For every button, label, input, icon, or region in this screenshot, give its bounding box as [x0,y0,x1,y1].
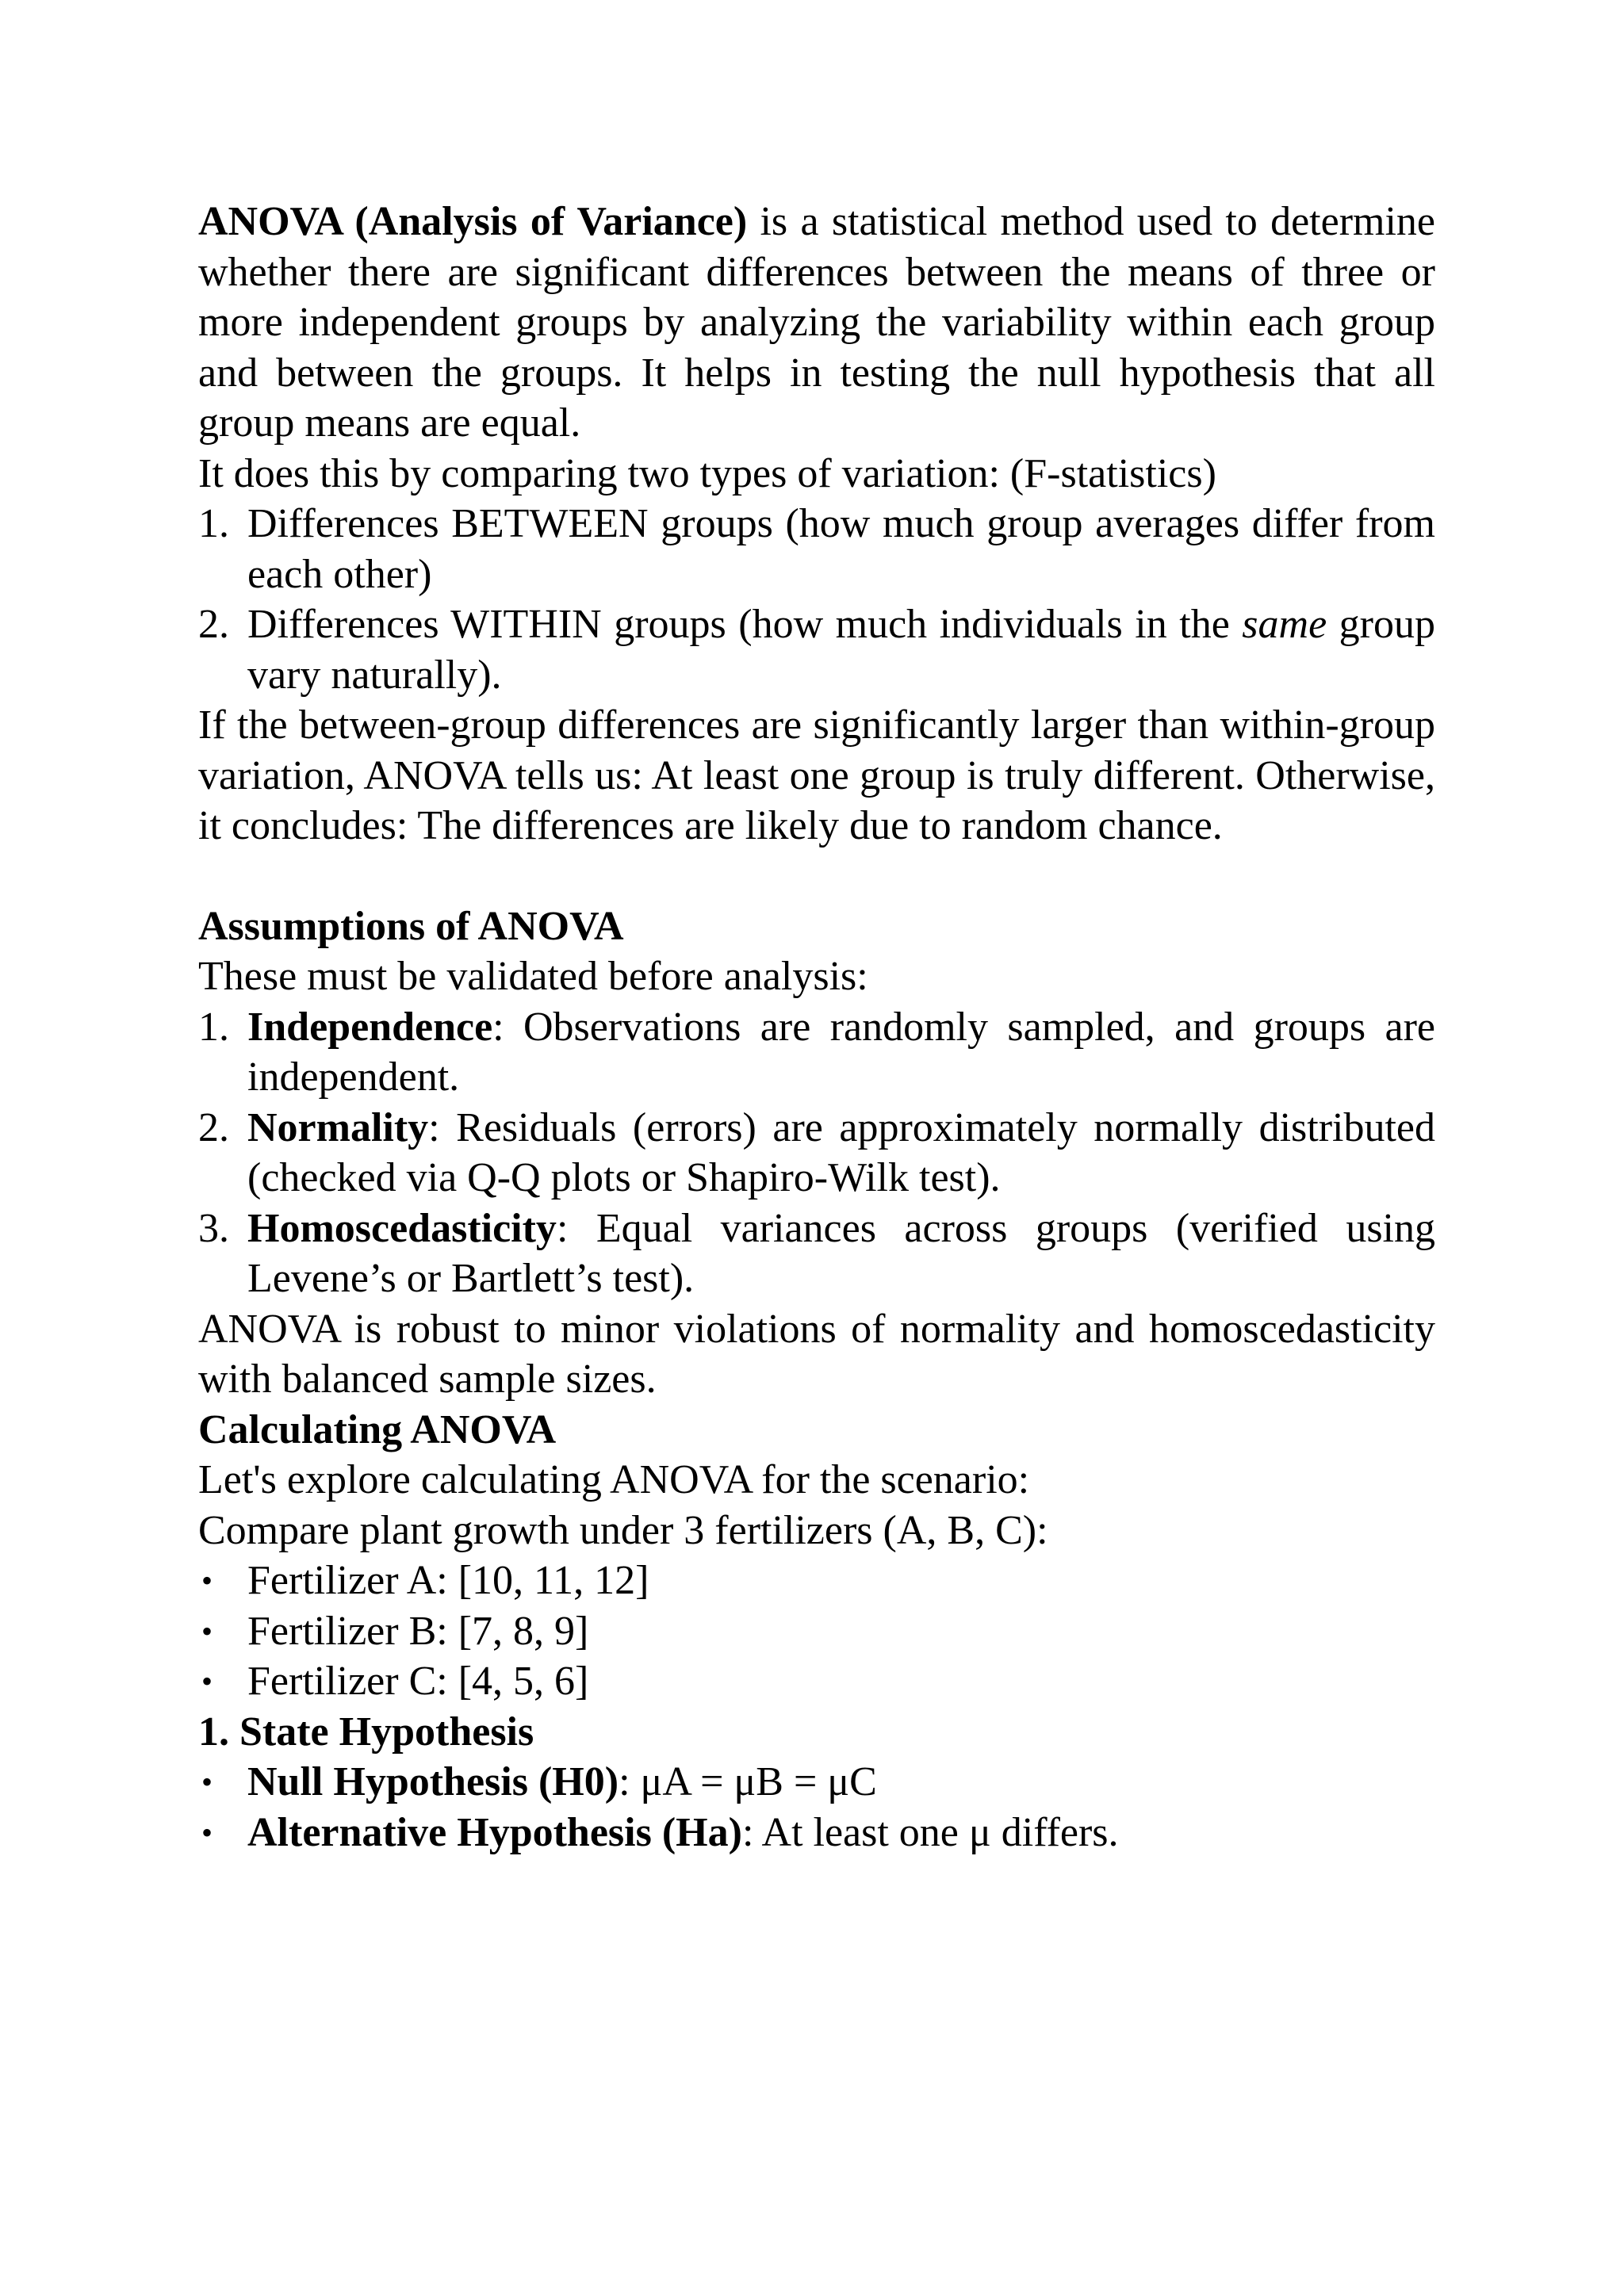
calculating-heading: Calculating ANOVA [198,1406,557,1452]
fertilizer-list [198,1556,1435,1707]
fertilizer-text: Fertilizer B: [7, 8, 9] [247,1608,589,1654]
bullet-icon: • [201,1663,213,1699]
anova-term: ANOVA (Analysis of Variance) [198,199,748,244]
fertilizer-text: Fertilizer C: [4, 5, 6] [247,1659,589,1704]
assumption-term: Normality [247,1104,429,1150]
bullet-icon: • [201,1814,213,1850]
hypothesis-text: : At least one μ differs. [741,1809,1119,1855]
assumption-text: : Equal variances across groups (verified using Levene’s or Bartlett’s test). [247,1205,1435,1301]
list-item [198,1757,1435,1808]
list-item [198,1002,1435,1103]
list-item [198,1556,1435,1606]
list-item-text: Differences WITHIN groups (how much individuals in the [247,602,1243,647]
bullet-icon: • [201,1613,213,1649]
hypothesis-term: Null Hypothesis (H0) [247,1759,619,1804]
document-page [198,197,1435,1858]
assumptions-heading: Assumptions of ANOVA [198,903,624,949]
assumption-text: : Observations are randomly sampled, and groups are independent. [247,1004,1435,1100]
hypothesis-heading: 1. State Hypothesis [198,1709,534,1755]
list-item [198,1606,1435,1657]
variation-list [198,499,1435,700]
comparison-intro: It does this by comparing two types of variation: (F-statistics) [198,450,1216,496]
scenario-intro: Compare plant growth under 3 fertilizers (A, B, C): [198,1507,1048,1553]
assumptions-list [198,1002,1435,1304]
assumption-term: Homoscedasticity [247,1205,557,1251]
assumption-text: : Residuals (errors) are approximately normally distributed (checked via Q-Q plots or Shapiro-Wilk test). [247,1104,1435,1200]
hypothesis-text: : μA = μB = μC [619,1759,877,1804]
robust-note: ANOVA is robust to minor violations of normality and homoscedasticity with balanced sample sizes. [198,1306,1435,1402]
calculating-intro: Let's explore calculating ANOVA for the scenario: [198,1457,1030,1502]
emphasis-same: same [1242,602,1327,647]
assumptions-intro: These must be validated before analysis: [198,954,868,999]
list-number: 2. [198,1104,229,1150]
bullet-icon: • [201,1764,213,1800]
hypothesis-term: Alternative Hypothesis (Ha) [247,1809,742,1855]
list-number: 1. [198,501,229,546]
list-item-text: Differences BETWEEN groups (how much group averages differ from each other) [247,501,1435,597]
list-item [198,499,1435,599]
list-item-text: group vary naturally). [247,602,1435,698]
list-number: 3. [198,1205,229,1251]
assumption-term: Independence [247,1004,493,1050]
hypothesis-list [198,1757,1435,1858]
list-item [198,599,1435,700]
fertilizer-text: Fertilizer A: [10, 11, 12] [247,1558,649,1603]
bullet-icon: • [201,1563,213,1598]
list-item [198,1103,1435,1203]
list-number: 2. [198,602,229,647]
list-item [198,1656,1435,1707]
conclusion-paragraph: If the between-group differences are significantly larger than within-group variation, ANOVA tells us: At least one group is truly different. Otherwise, it concludes: The differences are likely due to random chance. [198,702,1435,848]
list-item [198,1808,1435,1858]
list-number: 1. [198,1004,229,1050]
list-item [198,1203,1435,1304]
intro-paragraph [198,197,1435,449]
intro-text: is a statistical method used to determine whether there are significant differences between the means of three or more independent groups by analyzing the variability within each group and between the groups. It helps in testing the null hypothesis that all group means are equal. [198,199,1435,446]
